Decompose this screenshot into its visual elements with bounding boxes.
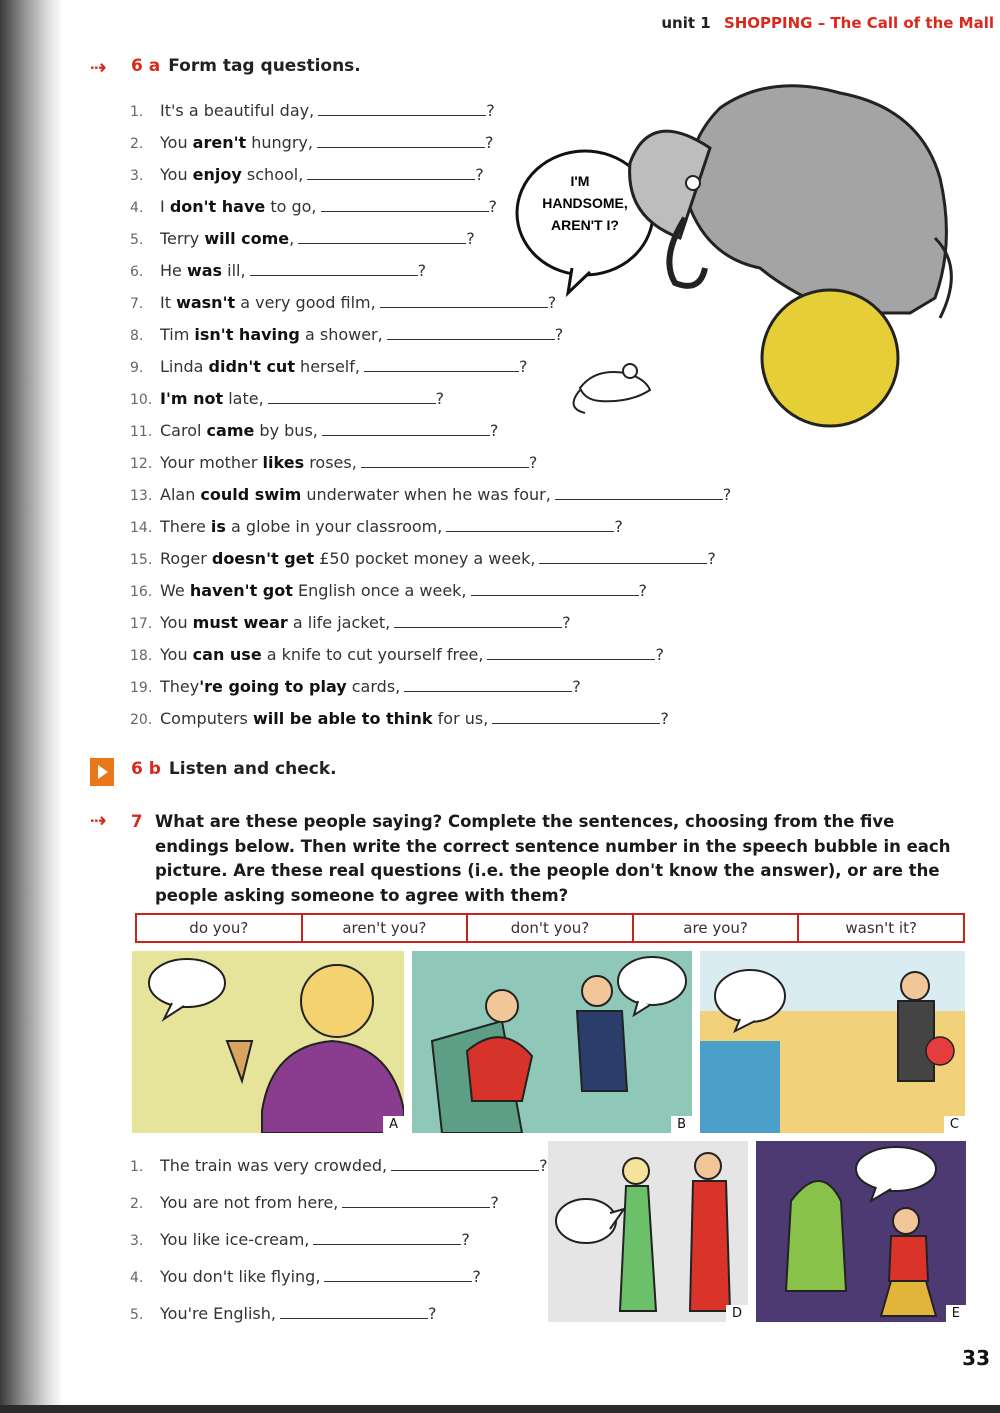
item-text: There	[160, 517, 211, 536]
item-number: 13.	[130, 488, 153, 504]
item-number: 18.	[130, 648, 153, 664]
item-text: I	[160, 197, 170, 216]
ending-cell: aren't you?	[303, 915, 469, 941]
item-verb: aren't	[192, 133, 247, 152]
elephant-body	[688, 86, 946, 313]
item-number: 6.	[130, 264, 144, 280]
speech-bubble-tail	[610, 1209, 624, 1229]
question-mark: ?	[660, 709, 669, 728]
item-number: 11.	[130, 424, 153, 440]
tag-question-item	[130, 164, 484, 186]
speech-bubble	[149, 959, 225, 1007]
item-text: You	[160, 133, 193, 152]
answer-blank[interactable]	[364, 357, 519, 372]
tag-question-item	[130, 356, 527, 378]
picture-a	[132, 951, 404, 1133]
answer-blank[interactable]	[324, 1267, 472, 1282]
question-mark: ?	[428, 1304, 437, 1323]
item-text: £50 pocket money a week,	[314, 549, 536, 568]
tag-question-item	[130, 580, 647, 602]
item-number: 3.	[130, 168, 144, 184]
item-verb: will be able to think	[252, 709, 433, 728]
item-text: Roger	[160, 549, 212, 568]
item-verb: can use	[192, 645, 262, 664]
speech-line-1: I'M	[570, 173, 590, 189]
item-number: 20.	[130, 712, 153, 728]
item-number: 2.	[130, 1196, 144, 1212]
tag-question-item	[130, 644, 664, 666]
picture-e	[756, 1141, 966, 1322]
item-verb: must wear	[192, 613, 288, 632]
question-mark: ?	[614, 517, 623, 536]
question-mark: ?	[707, 549, 716, 568]
question-mark: ?	[461, 1230, 470, 1249]
speech-bubble	[618, 957, 686, 1005]
unit-title: SHOPPING – The Call of the Mall	[723, 14, 994, 32]
item-verb: likes	[262, 453, 305, 472]
answer-blank[interactable]	[322, 421, 490, 436]
answer-blank[interactable]	[391, 1156, 539, 1171]
ice-cream-icon	[227, 1041, 252, 1081]
item-number: 4.	[130, 1270, 144, 1286]
item-text: It	[160, 293, 177, 312]
item-verb: wasn't	[176, 293, 236, 312]
tag-question-item	[130, 292, 556, 314]
item-text: You	[160, 613, 193, 632]
speech-bubble-tail	[871, 1187, 891, 1201]
stewardess-head	[582, 976, 612, 1006]
question-mark: ?	[518, 357, 528, 376]
item-text: a very good film,	[235, 293, 376, 312]
item-number: 2.	[130, 136, 144, 152]
question-mark: ?	[490, 1193, 499, 1212]
audio-play-icon[interactable]	[90, 758, 114, 786]
section-6a-heading: 6 a Form tag questions.	[131, 56, 361, 76]
item-number: 14.	[130, 520, 153, 536]
stewardess-body	[577, 1011, 627, 1091]
item-number: 9.	[130, 360, 144, 376]
tag-question-item	[130, 420, 498, 442]
speech-bubble-tail	[164, 1003, 184, 1019]
item-text: You	[160, 645, 193, 664]
picture-b	[412, 951, 692, 1133]
answer-blank[interactable]	[394, 613, 562, 628]
picture-label: A	[383, 1116, 404, 1133]
item-number: 19.	[130, 680, 153, 696]
speech-line-3: AREN'T I?	[551, 217, 619, 233]
item-number: 5.	[130, 232, 144, 248]
sentence-item	[130, 1229, 470, 1251]
tag-question-item	[130, 260, 426, 282]
item-verb: will come	[204, 229, 290, 248]
item-number: 10.	[130, 392, 153, 408]
sentence-item	[130, 1192, 499, 1214]
page-number: 33	[962, 1346, 990, 1370]
item-verb: didn't cut	[208, 357, 295, 376]
item-text: Alan	[160, 485, 201, 504]
item-text: Computers	[160, 709, 253, 728]
question-mark: ?	[488, 197, 497, 216]
item-text: It's a beautiful day,	[160, 101, 315, 120]
tag-question-item	[130, 548, 716, 570]
man-head	[695, 1153, 721, 1179]
picture-c	[700, 951, 965, 1133]
item-number: 16.	[130, 584, 153, 600]
sentence-item	[130, 1266, 481, 1288]
item-text: You are not from here,	[160, 1193, 339, 1212]
question-mark: ?	[562, 613, 571, 632]
item-text: Linda	[160, 357, 209, 376]
tag-question-item	[130, 388, 444, 410]
book-binding-shadow	[0, 0, 62, 1413]
ending-cell: don't you?	[468, 915, 634, 941]
item-verb: came	[206, 421, 255, 440]
item-text: They	[160, 677, 200, 696]
tag-question-item	[130, 324, 563, 346]
picture-label: D	[726, 1305, 748, 1322]
item-verb: was	[186, 261, 223, 280]
speech-line-2: HANDSOME,	[542, 195, 628, 211]
question-mark: ?	[435, 389, 445, 408]
picture-label: B	[671, 1116, 692, 1133]
question-mark: ?	[466, 229, 475, 248]
question-mark: ?	[472, 1267, 481, 1286]
speech-bubble	[715, 970, 785, 1022]
item-text: Terry	[160, 229, 205, 248]
task-arrow-icon: ⇢	[90, 808, 107, 832]
woman-head	[623, 1158, 649, 1184]
item-text: school,	[241, 165, 304, 184]
item-text: cards,	[346, 677, 401, 696]
item-text: for us,	[432, 709, 489, 728]
item-number: 5.	[130, 1307, 144, 1323]
woman-dress	[620, 1186, 656, 1311]
endings-table	[135, 913, 965, 943]
item-text: He	[160, 261, 187, 280]
item-number: 4.	[130, 200, 144, 216]
item-number: 7.	[130, 296, 144, 312]
picture-label: C	[944, 1116, 965, 1133]
item-verb: doesn't get	[211, 549, 315, 568]
tag-question-item	[130, 132, 493, 154]
picture-label: E	[946, 1305, 966, 1322]
question-mark: ?	[547, 293, 557, 312]
answer-blank[interactable]	[321, 197, 489, 212]
item-text: English once a week,	[292, 581, 467, 600]
yellow-ball	[762, 290, 898, 426]
item-text: You don't like flying,	[160, 1267, 321, 1286]
item-verb: is	[210, 517, 226, 536]
man-trousers	[881, 1281, 936, 1316]
section-6b-heading: 6 b Listen and check.	[131, 759, 337, 779]
item-text: to go,	[265, 197, 317, 216]
item-text: herself,	[294, 357, 360, 376]
item-verb: haven't got	[189, 581, 293, 600]
item-number: 12.	[130, 456, 153, 472]
beach-umbrella-icon	[926, 1037, 954, 1065]
mouse-ear	[623, 364, 637, 378]
ending-cell: are you?	[634, 915, 800, 941]
item-verb: 're going to play	[199, 677, 347, 696]
item-number: 8.	[130, 328, 144, 344]
answer-blank[interactable]	[342, 1193, 490, 1208]
item-text: Carol	[160, 421, 207, 440]
man-head	[893, 1208, 919, 1234]
question-mark: ?	[486, 101, 495, 120]
page-header	[661, 14, 994, 32]
passenger-head	[486, 990, 518, 1022]
item-number: 15.	[130, 552, 153, 568]
item-text: You like ice-cream,	[160, 1230, 310, 1249]
question-mark: ?	[528, 453, 538, 472]
answer-blank[interactable]	[361, 453, 529, 468]
item-text: ill,	[222, 261, 246, 280]
item-text: The train was very crowded,	[160, 1156, 388, 1175]
answer-blank[interactable]	[313, 1230, 461, 1245]
item-number: 1.	[130, 104, 144, 120]
item-text: You	[160, 165, 193, 184]
item-verb: enjoy	[192, 165, 242, 184]
man-sweater	[889, 1236, 928, 1281]
sentence-item	[130, 1303, 437, 1325]
section-7-instruction: 7 What are these people saying? Complete the sentences, choosing from the five endings below. Then write the correct sentence number in the speech bubble in each picture. Are these real questions (i.e. the people don't know the answer), or are the people asking someone to agree with them?	[131, 812, 951, 905]
answer-blank[interactable]	[298, 229, 466, 244]
alien	[786, 1181, 846, 1291]
task-arrow-icon: ⇢	[90, 55, 107, 79]
question-mark: ?	[572, 677, 581, 696]
question-mark: ?	[638, 581, 648, 600]
ending-cell: do you?	[137, 915, 303, 941]
answer-blank[interactable]	[280, 1304, 428, 1319]
tag-question-item	[130, 516, 623, 538]
answer-blank[interactable]	[404, 677, 572, 692]
speech-bubble-tail	[568, 268, 590, 293]
question-mark: ?	[417, 261, 427, 280]
tag-question-item	[130, 196, 497, 218]
elephant-eye	[686, 176, 700, 190]
page-bottom-edge	[0, 1405, 1000, 1413]
item-number: 1.	[130, 1159, 144, 1175]
man-coat	[898, 1001, 934, 1081]
sea	[700, 1041, 780, 1133]
answer-blank[interactable]	[471, 581, 639, 596]
question-mark: ?	[722, 485, 732, 504]
item-text: ,	[289, 229, 295, 248]
tag-question-item	[130, 676, 581, 698]
item-text: by bus,	[254, 421, 318, 440]
item-text: hungry,	[246, 133, 313, 152]
sentence-item	[130, 1155, 548, 1177]
tag-question-item	[130, 708, 669, 730]
item-text: a globe in your classroom,	[225, 517, 443, 536]
answer-blank[interactable]	[318, 101, 486, 116]
item-text: You're English,	[160, 1304, 276, 1323]
item-text: a shower,	[299, 325, 383, 344]
item-verb: could swim	[200, 485, 302, 504]
answer-blank[interactable]	[317, 133, 485, 148]
item-verb: I'm not	[160, 389, 224, 408]
item-text: a life jacket,	[287, 613, 391, 632]
passenger-body	[467, 1037, 532, 1101]
question-mark: ?	[484, 133, 494, 152]
item-text: a knife to cut yourself free,	[261, 645, 484, 664]
man-suit	[690, 1181, 730, 1311]
speech-bubble	[556, 1199, 616, 1243]
mouse-icon	[580, 372, 650, 401]
answer-blank[interactable]	[492, 709, 660, 724]
question-mark: ?	[489, 421, 499, 440]
man-head	[901, 972, 929, 1000]
answer-blank[interactable]	[487, 645, 655, 660]
elephant-illustration	[510, 68, 970, 428]
answer-blank[interactable]	[250, 261, 418, 276]
ending-cell: wasn't it?	[845, 919, 917, 937]
answer-blank[interactable]	[555, 485, 723, 500]
question-mark: ?	[554, 325, 564, 344]
tag-question-item	[130, 612, 571, 634]
question-mark: ?	[539, 1156, 548, 1175]
item-number: 17.	[130, 616, 153, 632]
item-verb: isn't having	[194, 325, 300, 344]
tag-question-item	[130, 100, 495, 122]
item-verb: don't have	[169, 197, 266, 216]
item-text: roses,	[304, 453, 357, 472]
boy-head	[301, 965, 373, 1037]
item-text: Your mother	[160, 453, 263, 472]
answer-blank[interactable]	[268, 389, 436, 404]
item-text: Tim	[160, 325, 195, 344]
item-text: late,	[223, 389, 264, 408]
question-mark: ?	[475, 165, 484, 184]
answer-blank[interactable]	[539, 549, 707, 564]
item-number: 3.	[130, 1233, 144, 1249]
answer-blank[interactable]	[307, 165, 475, 180]
question-mark: ?	[655, 645, 664, 664]
tag-question-item	[130, 228, 475, 250]
answer-blank[interactable]	[446, 517, 614, 532]
speech-bubble	[856, 1147, 936, 1191]
item-text: underwater when he was four,	[301, 485, 551, 504]
unit-label: unit 1	[661, 14, 711, 32]
tag-question-item	[130, 484, 731, 506]
picture-d	[548, 1141, 748, 1322]
tag-question-item	[130, 452, 537, 474]
item-text: We	[160, 581, 190, 600]
